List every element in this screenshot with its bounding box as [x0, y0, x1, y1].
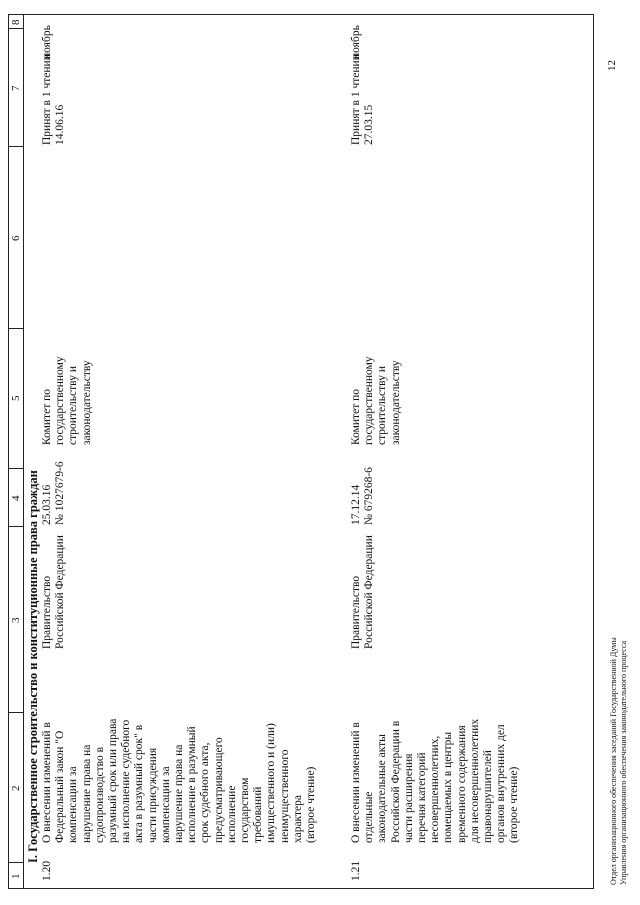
title-line: предусматривающего [212, 737, 225, 843]
title-line: Федеральный закон "О [54, 730, 67, 843]
footer-line: Управления организационного обеспечения законодательного процесса [619, 640, 628, 885]
title-line: имущественного и (или) [265, 723, 278, 843]
title-line: временного содержания [455, 725, 468, 843]
footer-line: Отдел организационного обеспечения заседаний Государственной Думы [609, 637, 618, 885]
col-border-right [8, 14, 593, 15]
title-line: для несовершеннолетних [468, 718, 481, 843]
row-month: ноябрь [350, 25, 362, 59]
section-title: I. Государственное строительство и конституционные права граждан [26, 470, 40, 863]
title-line: исполнение в разумный [186, 726, 199, 843]
legislation-table [8, 14, 593, 889]
row-title [350, 658, 522, 843]
header-col-7: 7 [10, 85, 22, 91]
committee-line: строительству и [376, 366, 389, 445]
title-line: требований [252, 786, 265, 843]
title-line: части расширения [402, 753, 415, 843]
status-text: Принят в 1 чтении [41, 54, 53, 145]
registration-date: 17.12.14 [350, 484, 362, 525]
col-border-7 [8, 28, 23, 29]
registration-number: № 679268-6 [363, 467, 376, 525]
row-number: 1.20 [41, 860, 53, 881]
title-line: характера [291, 795, 304, 843]
title-line: акта в разумный срок" в [133, 724, 146, 843]
title-line: органов внутренних дел [495, 724, 508, 843]
row-committee [350, 356, 403, 445]
row-number: 1.21 [350, 860, 362, 881]
title-line: срок судебного акта, [199, 742, 212, 843]
title-line: неимущественного [278, 749, 291, 843]
title-line: законодательные акты [376, 734, 389, 843]
row-registration [41, 461, 67, 525]
title-line: компенсации за [159, 766, 172, 843]
col-border-2 [8, 712, 23, 713]
title-line: отдельные [363, 791, 376, 843]
committee-line: строительству и [67, 366, 80, 445]
title-line: на исполнение судебного [120, 719, 133, 843]
title-line: О внесении изменений в [350, 722, 362, 843]
header-col-1: 1 [10, 873, 22, 879]
header-col-4: 4 [10, 495, 22, 501]
row-title [41, 658, 318, 843]
page-footer [609, 637, 629, 885]
title-line: несовершеннолетних, [429, 735, 442, 843]
col-border-1 [8, 862, 23, 863]
header-col-8: 8 [10, 19, 22, 25]
initiator-line: Российской Федерации [54, 535, 67, 649]
row-month: ноябрь [41, 25, 53, 59]
status-text: Принят в 1 чтении [350, 54, 362, 145]
col-border-4 [8, 468, 23, 469]
title-line: О внесении изменений в [41, 722, 53, 843]
registration-number: № 1027679-6 [54, 461, 67, 525]
committee-line: государственному [363, 356, 376, 445]
title-line: перечня категорий [416, 752, 429, 843]
title-line: нарушение права на [80, 744, 93, 843]
title-line: правонарушителей [482, 750, 495, 843]
title-line: (второе чтение) [305, 766, 318, 843]
row-status [41, 54, 67, 145]
title-line: разумный срок или права [107, 718, 120, 843]
registration-date: 25.03.16 [41, 484, 53, 525]
header-col-3: 3 [10, 617, 22, 623]
committee-line: Комитет по [350, 389, 362, 445]
initiator-line: Российской Федерации [363, 535, 376, 649]
status-date: 27.03.15 [363, 104, 376, 145]
title-line: части присуждения [146, 747, 159, 843]
status-date: 14.06.16 [54, 104, 67, 145]
initiator-line: Правительство [350, 575, 362, 649]
col-border-6 [8, 146, 23, 147]
title-line: Российской Федерации в [389, 720, 402, 843]
row-initiator [41, 535, 67, 649]
title-line: помещаемых в центры [442, 731, 455, 843]
title-line: судопроизводство в [93, 746, 106, 843]
committee-line: Комитет по [41, 389, 53, 445]
header-col-5: 5 [10, 395, 22, 401]
title-line: (второе чтение) [508, 766, 521, 843]
committee-line: законодательству [80, 360, 93, 445]
page-number: 12 [606, 60, 618, 71]
table-bottom-border [593, 14, 594, 889]
header-col-2: 2 [10, 785, 22, 791]
header-bottom-border [23, 14, 24, 889]
col-border-3 [8, 526, 23, 527]
col-border-left [8, 888, 593, 889]
committee-line: законодательству [389, 360, 402, 445]
row-initiator [350, 535, 376, 649]
title-line: компенсации за [67, 766, 80, 843]
row-registration [350, 467, 376, 525]
row-status [350, 54, 376, 145]
header-col-6: 6 [10, 235, 22, 241]
committee-line: государственному [54, 356, 67, 445]
initiator-line: Правительство [41, 575, 53, 649]
title-line: нарушение права на [173, 744, 186, 843]
title-line: исполнение [225, 785, 238, 843]
col-border-5 [8, 328, 23, 329]
title-line: государством [239, 777, 252, 843]
row-committee [41, 356, 94, 445]
